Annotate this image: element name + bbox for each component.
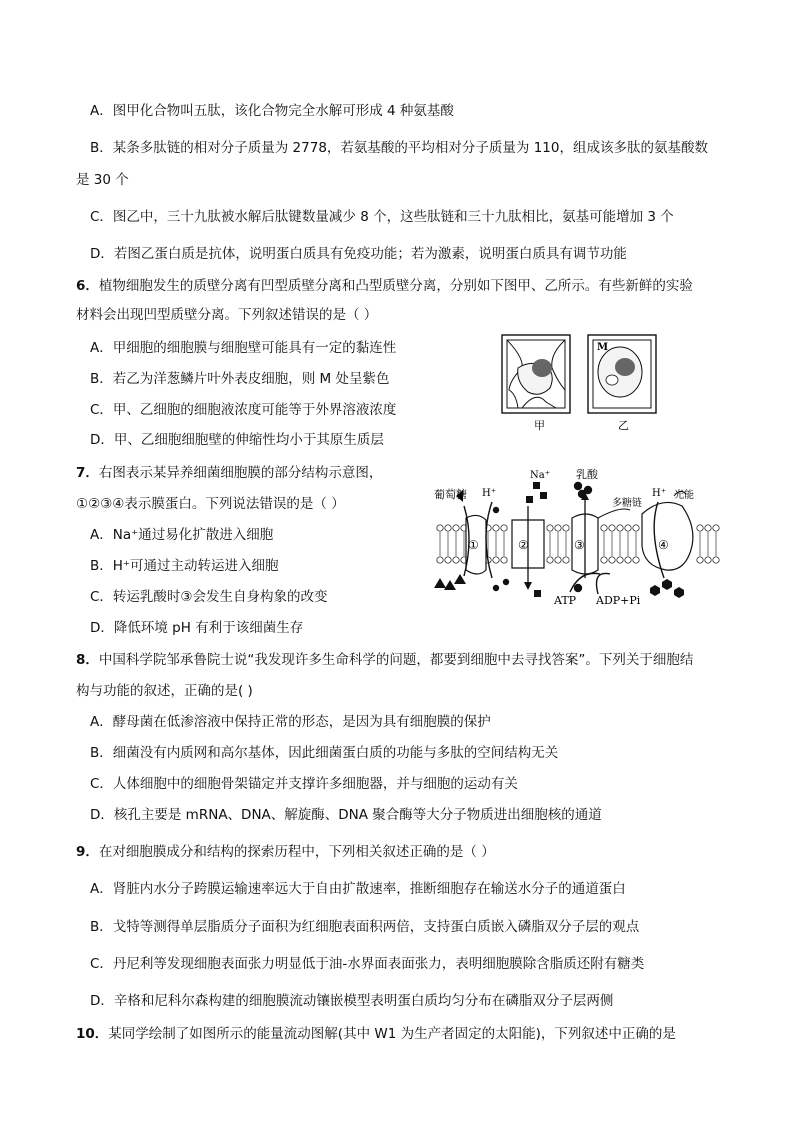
q6-cell-figure: [496, 330, 666, 436]
q6-option-d: D．甲、乙细胞细胞壁的伸缩性均小于其原生质层: [90, 432, 384, 448]
q6-stem-line1: [76, 276, 693, 296]
q7-label-polysaccharide: 多糖链: [612, 498, 642, 509]
q6-option-a: A．甲细胞的细胞膜与细胞壁可能具有一定的黏连性: [90, 340, 397, 356]
q8-option-c: C．人体细胞中的细胞骨架锚定并支撑许多细胞器，并与细胞的运动有关: [90, 776, 518, 792]
q6-option-c: C．甲、乙细胞的细胞液浓度可能等于外界溶液浓度: [90, 402, 397, 418]
q9-option-d: D．辛格和尼科尔森构建的细胞膜流动镶嵌模型表明蛋白质均匀分布在磷脂双分子层两侧: [90, 993, 614, 1009]
q7-option-a: A．Na⁺通过易化扩散进入细胞: [90, 527, 274, 543]
q8-stem-line1: [76, 650, 693, 670]
q5-option-d: D．若图乙蛋白质是抗体，说明蛋白质具有免疫功能；若为激素，说明蛋白质具有调节功能: [90, 246, 627, 262]
q9-option-b: B．戈特等测得单层脂质分子面积为红细胞表面积两倍，支持蛋白质嵌入磷脂双分子层的观点: [90, 919, 640, 935]
q7-stem-line2: ①②③④表示膜蛋白。下列说法错误的是（ ）: [76, 496, 345, 512]
q8-number: 8．: [76, 652, 99, 668]
q7-option-b: B．H⁺可通过主动转运进入细胞: [90, 558, 279, 574]
q9-option-c: C．丹尼利等发现细胞表面张力明显低于油-水界面表面张力，表明细胞膜除含脂质还附有糖类: [90, 956, 645, 972]
q9-option-a: A．肾脏内水分子跨膜运输速率远大于自由扩散速率，推断细胞存在输送水分子的通道蛋白: [90, 881, 626, 897]
q10-stem: [76, 1024, 676, 1044]
q9-stem: [76, 842, 495, 862]
q7-option-c: C．转运乳酸时③会发生自身构象的改变: [90, 589, 328, 605]
q8-option-a: A．酵母菌在低渗溶液中保持正常的形态，是因为具有细胞膜的保护: [90, 714, 491, 730]
q6-number: 6．: [76, 278, 99, 294]
q9-number: 9．: [76, 844, 99, 860]
q7-label-lactic-acid: 乳酸: [576, 468, 598, 481]
q6-stem-text1: 植物细胞发生的质壁分离有凹型质壁分离和凸型质壁分离，分别如下图甲、乙所示。有些新鲜的实验: [98, 278, 693, 294]
q7-label-protein-3: ③: [574, 538, 585, 552]
q6-label-yi: 乙: [618, 419, 629, 432]
q7-label-h-right: H⁺: [652, 488, 666, 499]
q7-label-adp: ADP+Pi: [596, 594, 641, 607]
q5-option-b-line2: 是 30 个: [76, 172, 129, 188]
q7-label-h-left: H⁺: [482, 488, 496, 499]
q7-label-light-energy: 光能: [674, 490, 694, 501]
q10-stem-text: 某同学绘制了如图所示的能量流动图解(其中 W1 为生产者固定的太阳能)，下列叙述中正确的是: [108, 1026, 676, 1042]
q7-membrane-figure: [430, 466, 730, 610]
q10-number: 10．: [76, 1026, 109, 1042]
q6-label-m: M: [597, 342, 609, 353]
q6-stem-line2: 材料会出现凹型质壁分离。下列叙述错误的是（ ）: [76, 307, 378, 323]
q5-option-c: C．图乙中，三十九肽被水解后肽键数量减少 8 个，这些肽链和三十九肽相比，氨基可能增加 3 个: [90, 209, 674, 225]
q7-number: 7．: [76, 465, 99, 481]
q6-option-b: B．若乙为洋葱鳞片叶外表皮细胞，则 M 处呈紫色: [90, 371, 390, 387]
q8-option-d: D．核孔主要是 mRNA、DNA、解旋酶、DNA 聚合酶等大分子物质进出细胞核的通道: [90, 807, 602, 823]
q7-label-protein-1: ①: [468, 538, 479, 552]
q7-label-protein-4: ④: [658, 538, 669, 552]
q8-option-b: B．细菌没有内质网和高尔基体，因此细菌蛋白质的功能与多肽的空间结构无关: [90, 745, 559, 761]
q5-option-b-line1: B．某条多肽链的相对分子质量为 2778，若氨基酸的平均相对分子质量为 110，组成该多肽的氨基酸数: [90, 140, 708, 156]
q5-option-a: A．图甲化合物叫五肽，该化合物完全水解可形成 4 种氨基酸: [90, 103, 454, 119]
q8-stem-text1: 中国科学院邹承鲁院士说“我发现许多生命科学的问题，都要到细胞中去寻找答案”。下列关于细胞结: [98, 652, 694, 668]
q7-stem-line1: [76, 463, 382, 483]
q7-stem-text1: 右图表示某异养细菌细胞膜的部分结构示意图，: [98, 465, 383, 481]
q7-option-d: D．降低环境 pH 有利于该细菌生存: [90, 620, 304, 636]
q7-label-atp: ATP: [554, 594, 577, 607]
q7-label-glucose: 葡萄糖: [434, 488, 467, 501]
q6-label-jia: 甲: [534, 419, 545, 432]
q8-stem-line2: 构与功能的叙述，正确的是( ): [76, 683, 253, 699]
q7-label-protein-2: ②: [518, 538, 529, 552]
q7-label-na: Na⁺: [530, 470, 550, 481]
q9-stem-text: 在对细胞膜成分和结构的探索历程中，下列相关叙述正确的是（ ）: [98, 844, 495, 860]
